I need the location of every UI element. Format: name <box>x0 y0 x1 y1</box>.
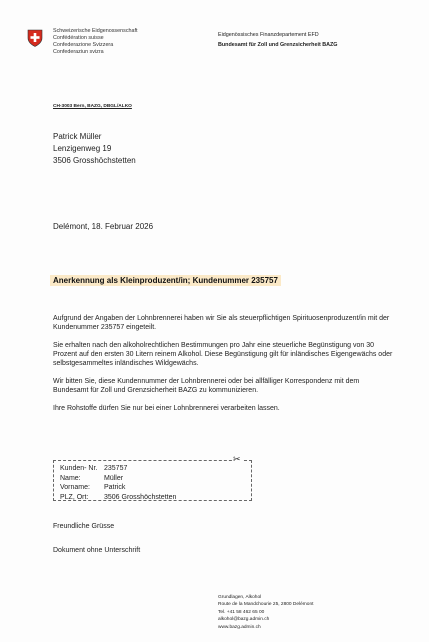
department-block <box>218 30 338 50</box>
scissors-icon: ✂ <box>233 454 241 464</box>
footer-website: www.bazg.admin.ch <box>218 624 261 630</box>
card-label: PLZ, Ort: <box>60 493 89 501</box>
recipient-street: Lenzigenweg 19 <box>53 144 112 153</box>
footer-unit: Grundlagen, Alkohol <box>218 595 262 600</box>
recipient-city: 3506 Grosshöchstetten <box>53 156 136 165</box>
subject-line: Anerkennung als Kleinproduzent/in; Kundenummer 235757 <box>50 275 281 286</box>
footer-phone: Tel. +41 58 462 65 00 <box>218 609 265 615</box>
swiss-coat-of-arms-icon <box>27 29 43 47</box>
confederation-name-fr: Confédération suisse <box>53 35 104 41</box>
card-row <box>60 493 251 503</box>
card-value: 235757 <box>104 465 128 472</box>
office-name: Bundesamt für Zoll und Grenzsicherheit BAZG <box>218 42 338 48</box>
department-name: Eidgenössisches Finanzdepartement EFD <box>218 32 319 38</box>
confederation-name-it: Confederazione Svizzera <box>53 42 114 48</box>
card-label: Vorname: <box>60 484 90 492</box>
confederation-names <box>53 28 138 56</box>
no-signature-note: Dokument ohne Unterschrift <box>53 547 141 554</box>
confederation-name-rm: Confederaziun svizra <box>53 49 104 55</box>
recipient-name: Patrick Müller <box>53 132 102 141</box>
footer-email: alkohol@bazg.admin.ch <box>218 617 270 623</box>
paragraph: Ihre Rohstoffe dürfen Sie nur bei einer Lohnbrennerei verarbeiten lassen. <box>53 405 280 413</box>
paragraph: Sie erhalten nach den alkoholrechtlichen Bestimmungen pro Jahr eine steuerliche Begünstigung von 30 Prozent auf den ersten 30 Litern reinem Alkohol. Diese Begünstigung gilt für inländisches Eigengewächs oder selbstgesammeltes inländisches Wildgewächs. <box>53 342 393 368</box>
sender-line: CH-3003 Bern, BAZG, DBGL/ALKO <box>53 104 132 109</box>
card-row <box>60 483 251 493</box>
card-value: 3506 Grosshöchstetten <box>104 493 177 501</box>
card-value: Patrick <box>104 484 126 492</box>
card-value: Müller <box>104 474 124 482</box>
date-line: Delémont, 18. Februar 2026 <box>53 222 154 231</box>
footer-contact <box>218 594 313 631</box>
confederation-name-de: Schweizerische Eidgenossenschaft <box>53 28 138 34</box>
closing-greeting: Freundliche Grüsse <box>53 523 115 530</box>
paragraph: Aufgrund der Angaben der Lohnbrennerei haben wir Sie als steuerpflichtigen Spirituosenproduzent/in mit der Kundenummer 235757 eingeteilt. <box>53 315 390 332</box>
card-row <box>60 474 251 484</box>
customer-card <box>53 454 252 501</box>
letter-body <box>53 314 393 422</box>
card-label: Name: <box>60 474 81 482</box>
card-row <box>60 464 251 474</box>
card-label: Kunden- Nr. <box>60 465 98 472</box>
footer-address: Route de la Mandchourie 25, 2800 Delémont <box>218 602 314 608</box>
paragraph: Wir bitten Sie, diese Kundennummer der Lohnbrennerei oder bei allfälliger Korrespondenz mit dem Bundesamt für Zoll und Grenzsicherheit BAZG zu kommunizieren. <box>53 378 360 395</box>
recipient-address <box>53 131 136 167</box>
